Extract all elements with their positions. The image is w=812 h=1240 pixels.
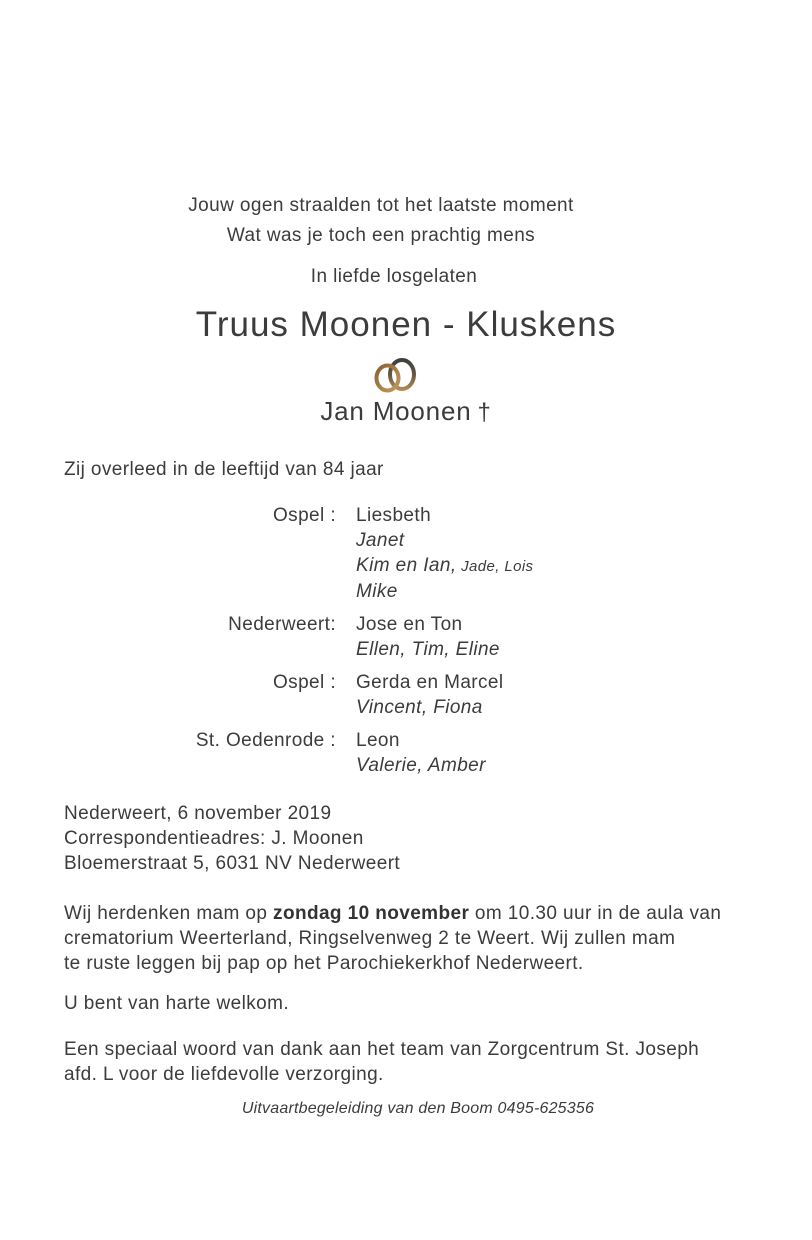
quote-line-1: Jouw ogen straalden tot het laatste moment xyxy=(188,195,574,216)
age-line: Zij overleed in de leeftijd van 84 jaar xyxy=(64,459,384,480)
ceremony-date-bold: zondag 10 november xyxy=(273,903,470,924)
family-location-label: Nederweert: xyxy=(228,614,336,635)
quote-line-2: Wat was je toch een prachtig mens xyxy=(226,225,536,246)
correspondence-address xyxy=(64,801,400,876)
family-member-line: Valerie, Amber xyxy=(356,755,486,776)
family-location-label: St. Oedenrode : xyxy=(195,730,336,751)
family-member-line: Jose en Ton xyxy=(356,614,463,635)
released-line: In liefde losgelaten xyxy=(310,266,478,287)
family-member-line: Gerda en Marcel xyxy=(356,672,504,693)
correspondence-line: Correspondentieadres: J. Moonen xyxy=(64,828,364,849)
family-group-st-oedenrode xyxy=(64,728,533,778)
family-group-nederweert xyxy=(64,612,533,662)
family-list xyxy=(64,503,533,786)
thanks-paragraph xyxy=(64,1037,699,1087)
family-member-line: Janet xyxy=(356,530,405,551)
family-group-ospel-2 xyxy=(64,670,533,720)
dagger-symbol: † xyxy=(477,399,492,426)
family-member-line: Ellen, Tim, Eline xyxy=(356,639,500,660)
thanks-line-2: afd. L voor de liefdevolle verzorging. xyxy=(64,1064,384,1085)
funeral-director-line: Uitvaartbegeleiding van den Boom 0495-625356 xyxy=(241,1100,595,1117)
grandchildren-names: Jade, Lois xyxy=(456,558,534,575)
wedding-rings-icon xyxy=(0,355,801,395)
family-member-line: Mike xyxy=(356,581,398,602)
family-group-ospel-1 xyxy=(64,503,533,604)
ceremony-line-3: te ruste leggen bij pap op het Parochiekerkhof Nederweert. xyxy=(64,953,584,974)
deceased-name: Truus Moonen - Kluskens xyxy=(195,305,617,344)
welcome-line: U bent van harte welkom. xyxy=(64,993,290,1014)
family-member-line: Vincent, Fiona xyxy=(356,697,483,718)
family-location-label: Ospel : xyxy=(273,672,336,693)
date-place-line: Nederweert, 6 november 2019 xyxy=(64,803,332,824)
family-member-line: Kim en Ian, Jade, Lois xyxy=(356,555,534,576)
ceremony-paragraph xyxy=(64,901,764,976)
ceremony-line-2: crematorium Weerterland, Ringselvenweg 2 te Weert. Wij zullen mam xyxy=(64,928,676,949)
opening-quote xyxy=(0,191,787,251)
family-location-label: Ospel : xyxy=(273,505,336,526)
thanks-line-1: Een speciaal woord van dank aan het team van Zorgcentrum St. Joseph xyxy=(64,1039,700,1060)
street-line: Bloemerstraat 5, 6031 NV Nederweert xyxy=(64,853,401,874)
family-member-line: Leon xyxy=(356,730,400,751)
family-member-line: Liesbeth xyxy=(356,505,432,526)
husband-name: Jan Moonen xyxy=(320,396,472,426)
ceremony-line-1: Wij herdenken mam op zondag 10 november om 10.30 uur in de aula van xyxy=(64,903,722,924)
husband-name-line xyxy=(0,396,812,428)
